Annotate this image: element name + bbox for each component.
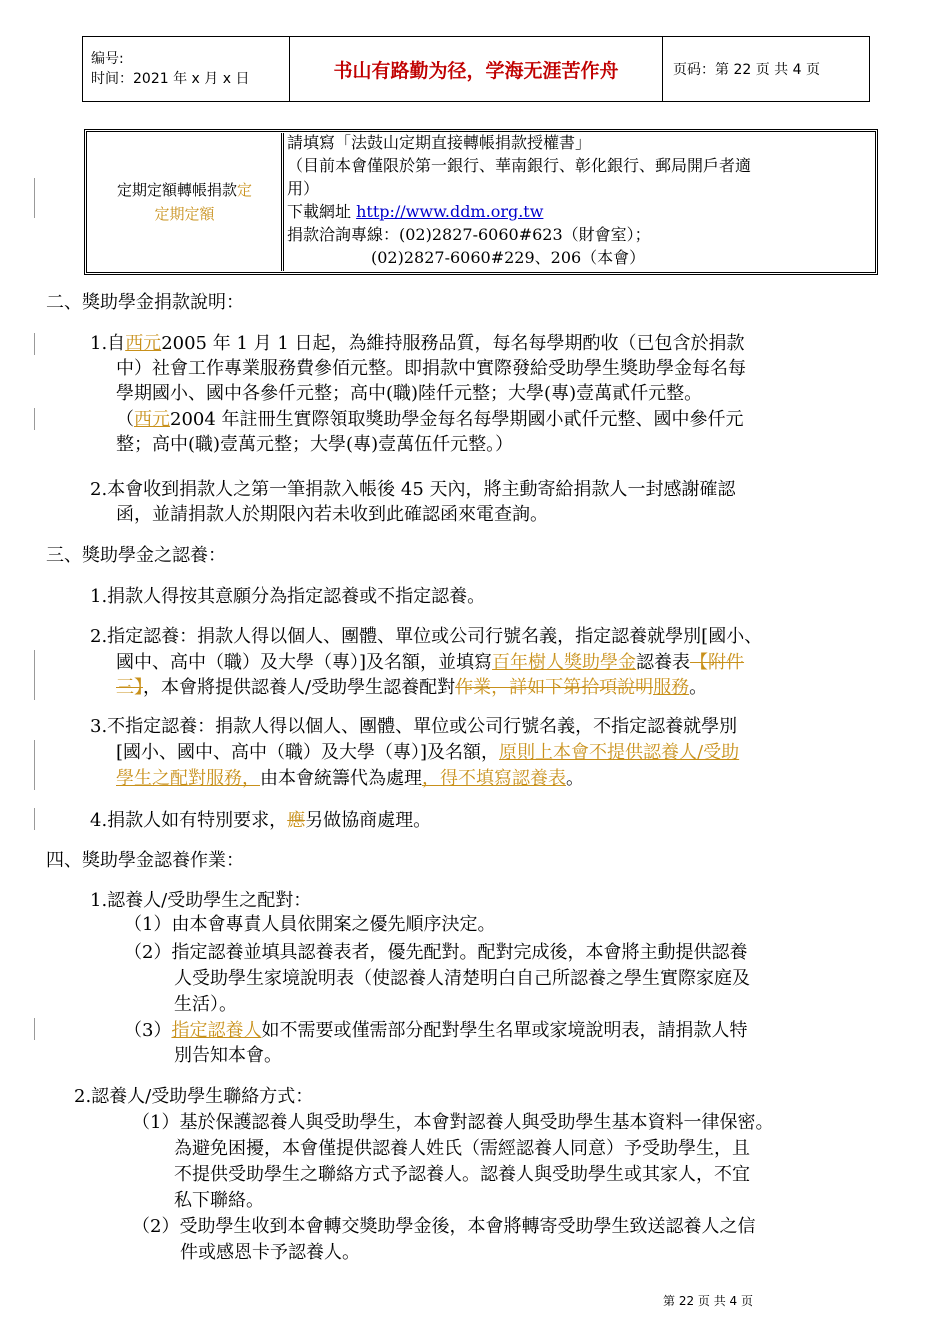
revision-mark	[34, 650, 35, 700]
s4-j2-line1: （2）受助學生收到本會轉交獎助學金後，本會將轉寄受助學生致送認養人之信	[132, 1216, 756, 1237]
s3-p3-line3: 學生之配對服務，由本會統籌代為處理，得不填寫認養表。	[116, 768, 584, 789]
s2-p2-line2: 函，並請捐款人於期限內若未收到此確認函來電查詢。	[116, 504, 548, 525]
download-label: 下載網址	[287, 202, 357, 221]
s3-p3-line1: 3.不指定認養：捐款人得以個人、團體、單位或公司行號名義，不指定認養就學別	[90, 716, 738, 737]
s2-p2-line1: 2.本會收到捐款人之第一筆捐款入帳後 45 天內，將主動寄給捐款人一封感謝確認	[90, 479, 736, 500]
s4-j1-line2: 為避免困擾，本會僅提供認養人姓氏（需經認養人同意）予受助學生，且	[174, 1138, 750, 1159]
box-line-4	[287, 200, 875, 223]
section-4-title: 四、獎助學金認養作業：	[46, 850, 244, 871]
revision-mark	[34, 408, 35, 430]
number-label: 编号:	[91, 51, 124, 67]
s3-p1: 1.捐款人得按其意願分為指定認養或不指定認養。	[90, 586, 486, 607]
s3-p3-line2: [國小、國中、高中（職）及大學（專）]及名額，原則上本會不提供認養人/受助	[116, 742, 740, 763]
page-footer: 第 22 页 共 4 页	[663, 1294, 753, 1308]
box-right-cell	[287, 131, 875, 269]
s4-item3-line2: 別告知本會。	[174, 1045, 282, 1066]
s3-p2-line2: 國中、高中（職）及大學（專）]及名額，並填寫百年樹人獎助學金認養表【附件	[116, 652, 745, 673]
s4-j1-line4: 私下聯絡。	[174, 1190, 264, 1211]
s3-p4: 4.捐款人如有特別要求，應另做協商處理。	[90, 810, 432, 831]
s4-item2-line1: （2）指定認養並填具認養表者，優先配對。配對完成後，本會將主動提供認養	[124, 942, 748, 963]
ddm-link[interactable]: http://www.ddm.org.tw	[356, 202, 544, 221]
box-line-5: 捐款洽詢專線：(02)2827-6060#623（財會室）；	[287, 225, 651, 244]
box-line-2: （目前本會僅限於第一銀行、華南銀行、彰化銀行、郵局開戶者適	[287, 156, 752, 175]
box-left-orange-2: 定期定額	[154, 205, 215, 223]
revision-mark	[34, 1018, 35, 1040]
box-left-cell	[88, 133, 284, 271]
page-label: 页码：第 22 页 共 4 页	[663, 37, 870, 102]
time-label: 时间：2021 年 x 月 x 日	[91, 71, 250, 87]
s4-item2-line3: 生活）。	[174, 994, 237, 1015]
box-line-3: 用）	[287, 179, 320, 198]
s4-j1-line1: （1）基於保護認養人與受助學生，本會對認養人與受助學生基本資料一律保密。	[132, 1112, 774, 1133]
s4-j1-line3: 不提供受助學生之聯絡方式予認養人。認養人與受助學生或其家人，不宜	[174, 1164, 750, 1185]
box-left-orange: 定	[237, 181, 253, 199]
revision-mark	[34, 740, 35, 790]
s2-p1-line2: 中）社會工作專業服務費參佰元整。即捐款中實際發給受助學生獎助學金每名每	[116, 358, 746, 379]
box-left-text: 定期定額轉帳捐款	[116, 181, 237, 199]
s4-item3-line1: （3）指定認養人如不需要或僅需部分配對學生名單或家境說明表，請捐款人特	[124, 1020, 748, 1041]
revision-mark	[34, 333, 35, 355]
revision-mark	[34, 178, 35, 218]
s4-item2-line2: 人受助學生家境說明表（使認養人清楚明白自己所認養之學生實際家庭及	[174, 968, 750, 989]
motto: 书山有路勤为径，学海无涯苦作舟	[290, 37, 663, 102]
s2-p1-line1: 1.自西元2005 年 1 月 1 日起，為維持服務品質，每名每學期酌收（已包含於捐款	[90, 333, 745, 354]
s2-p1-line3: 學期國小、國中各參仟元整；高中(職)陸仟元整；大學(專)壹萬貳仟元整。	[116, 383, 703, 404]
revision-mark	[34, 808, 35, 830]
s2-p1-line5: 整；高中(職)壹萬元整；大學(專)壹萬伍仟元整。）	[116, 434, 514, 455]
box-line-1: 請填寫「法鼓山定期直接轉帳捐款授權書」	[287, 133, 592, 152]
section-3-title: 三、獎助學金之認養：	[46, 545, 226, 566]
s2-p1-line4: （西元2004 年註冊生實際領取獎助學金每名每學期國小貳仟元整、國中參仟元	[116, 409, 744, 430]
s3-p2-line3: 三】，本會將提供認養人/受助學生認養配對作業，詳如下第拾項說明服務。	[116, 677, 708, 698]
s4-j2-line2: 件或感恩卡予認養人。	[180, 1242, 360, 1263]
s4-item1: （1）由本會專責人員依開案之優先順序決定。	[124, 914, 496, 935]
header-left-cell	[83, 37, 290, 102]
section-2-title: 二、獎助學金捐款說明：	[46, 292, 244, 313]
header-table	[82, 36, 870, 102]
s4-p1: 1.認養人/受助學生之配對：	[90, 890, 312, 911]
box-line-6: (02)2827-6060#229、206（本會）	[371, 248, 646, 267]
s3-p2-line1: 2.指定認養：捐款人得以個人、團體、單位或公司行號名義，指定認養就學別[國小、	[90, 626, 763, 647]
s4-p2: 2.認養人/受助學生聯絡方式：	[74, 1086, 314, 1107]
